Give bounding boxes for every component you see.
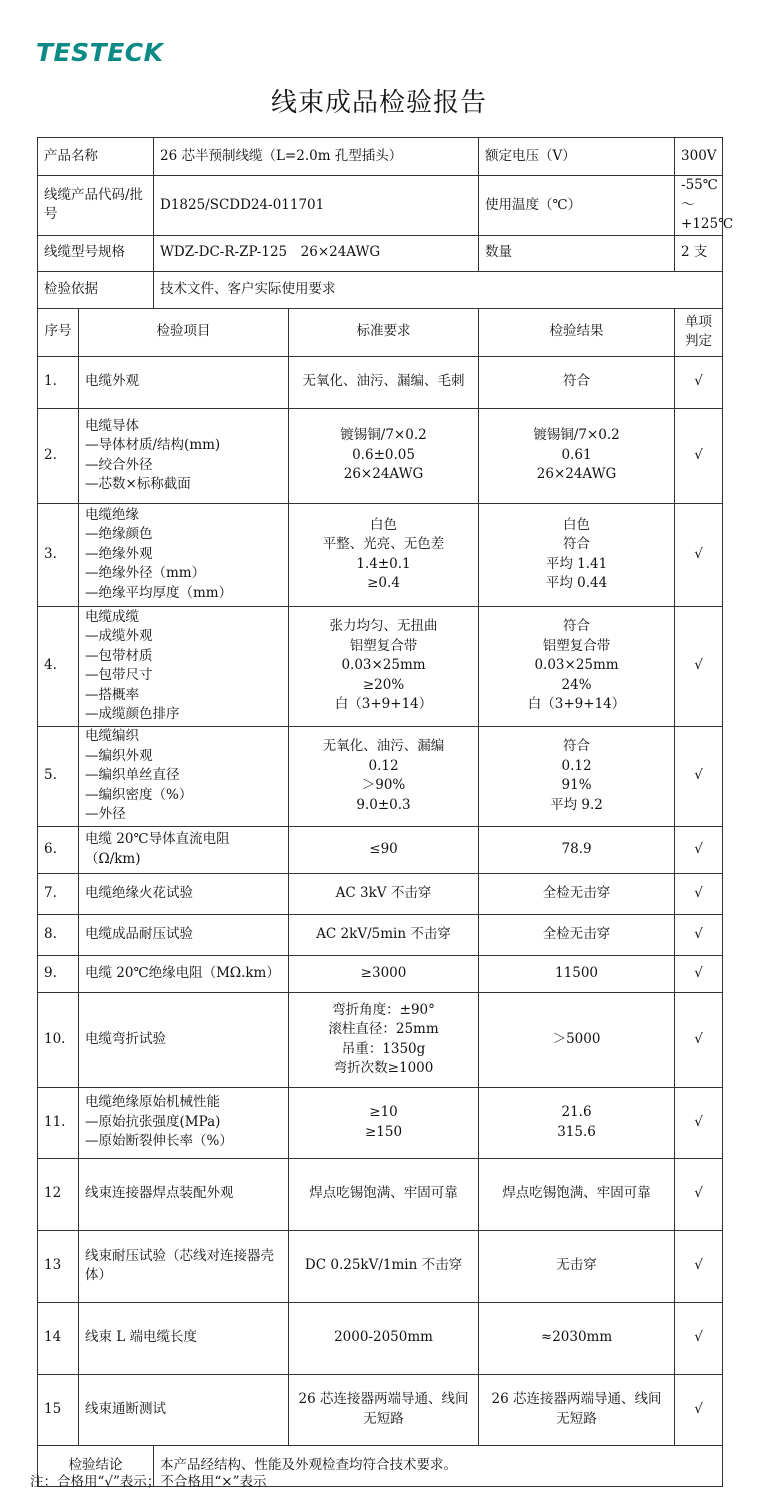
row-item <box>79 356 289 408</box>
col-standard-header: 标准要求 <box>289 308 479 356</box>
col-seq-header: 序号 <box>38 308 79 356</box>
table-row <box>38 1087 723 1158</box>
product-name-value: 26 芯半预制线缆（L=2.0m 孔型插头） <box>154 138 479 176</box>
row-item-line: 电缆编织 <box>85 728 139 745</box>
row-item <box>79 826 289 873</box>
row-result-line: 平均 0.44 <box>545 575 608 591</box>
row-judge: √ <box>675 1087 723 1158</box>
row-result-line: 符合 <box>563 738 591 754</box>
row-seq: 9. <box>38 955 79 992</box>
row-standard-line: ≥20% <box>362 676 405 693</box>
row-result <box>479 826 675 873</box>
row-standard-line: DC 0.25kV/1min 不击穿 <box>304 1257 463 1274</box>
table-row <box>38 992 723 1087</box>
row-item-line: 电缆成品耐压试验 <box>85 925 193 942</box>
column-header-row <box>38 308 723 356</box>
row-standard-line: 9.0±0.3 <box>356 796 411 813</box>
table-row <box>38 356 723 408</box>
row-result-line: 91% <box>561 777 592 793</box>
row-item <box>79 955 289 992</box>
row-item-line: 电缆绝缘原始机械性能 <box>85 1094 220 1111</box>
table-row <box>38 408 723 503</box>
row-item <box>79 408 289 503</box>
row-standard-line: 0.6±0.05 <box>352 446 415 463</box>
row-seq: 8. <box>38 914 79 955</box>
conclusion-label: 检验结论 <box>38 1445 154 1486</box>
row-item <box>79 503 289 606</box>
row-judge: √ <box>675 826 723 873</box>
row-result-line: 11500 <box>555 964 598 981</box>
header-row <box>38 271 723 308</box>
row-judge: √ <box>675 1374 723 1445</box>
table-row <box>38 914 723 955</box>
row-result-line: 全检无击穿 <box>542 884 611 901</box>
report-title: 线束成品检验报告 <box>270 88 487 118</box>
row-result-line: 21.6 <box>561 1104 592 1120</box>
row-result-line: 0.12 <box>561 757 592 774</box>
row-standard-line: 0.03×25mm <box>341 657 426 674</box>
row-standard-line: 滚柱直径：25mm <box>328 1021 439 1037</box>
row-standard <box>289 873 479 914</box>
row-item <box>79 914 289 955</box>
row-result-line: 符合 <box>563 536 591 552</box>
row-judge: √ <box>675 1158 723 1230</box>
basis-label: 检验依据 <box>38 271 154 308</box>
row-item <box>79 1158 289 1230</box>
row-item <box>79 726 289 826</box>
row-result-line: 平均 9.2 <box>550 796 603 813</box>
header-row <box>38 235 723 271</box>
row-seq: 6. <box>38 826 79 873</box>
table-row <box>38 503 723 606</box>
row-standard <box>289 992 479 1087</box>
row-item-line: —原始断裂伸长率（%） <box>85 1133 233 1150</box>
row-judge: √ <box>675 955 723 992</box>
row-item-line: —导体材质/结构(mm) <box>85 437 221 453</box>
row-item-line: —绝缘外径（mm） <box>85 565 206 582</box>
row-standard-line: 张力均匀、无扭曲 <box>329 618 438 635</box>
row-result <box>479 1158 675 1230</box>
row-standard-line: 吊重：1350g <box>341 1040 426 1057</box>
row-item-line: —编织外观 <box>85 747 153 764</box>
basis-value: 技术文件、客户实际使用要求 <box>154 271 723 308</box>
row-seq: 10. <box>38 992 79 1087</box>
footnote: 注：合格用“√”表示；不合格用“×”表示 <box>30 1474 267 1490</box>
row-seq: 3. <box>38 503 79 606</box>
row-result-line: 白色 <box>563 516 591 533</box>
row-seq: 13 <box>38 1230 79 1302</box>
row-standard-line: AC 3kV 不击穿 <box>335 884 432 901</box>
row-result <box>479 726 675 826</box>
row-result-line: 0.61 <box>561 446 592 463</box>
row-seq: 15 <box>38 1374 79 1445</box>
row-judge: √ <box>675 1302 723 1374</box>
row-result-line: 焊点吃锡饱满、牢固可靠 <box>502 1185 651 1202</box>
row-result <box>479 873 675 914</box>
row-item-line: 电缆 20℃导体直流电阻（Ω/km) <box>85 831 230 867</box>
row-item <box>79 1302 289 1374</box>
row-item-line: 电缆成缆 <box>85 608 139 625</box>
row-result-line: 铝塑复合带 <box>542 637 611 654</box>
row-item-line: —绞合外径 <box>85 456 153 473</box>
col-result-header: 检验结果 <box>479 308 675 356</box>
col-item-header: 检验项目 <box>79 308 289 356</box>
product-code-label: 线缆产品代码/批号 <box>38 176 154 236</box>
row-item-line: 线束耐压试验（芯线对连接器壳体） <box>85 1247 274 1283</box>
row-item <box>79 1230 289 1302</box>
row-result-line: 78.9 <box>561 840 592 857</box>
row-result <box>479 503 675 606</box>
row-standard-line: 无氧化、油污、漏编 <box>322 738 445 754</box>
row-item-line: 电缆导体 <box>85 417 139 434</box>
row-standard <box>289 408 479 503</box>
table-row <box>38 606 723 726</box>
row-standard-line: 白色 <box>370 516 398 533</box>
row-result <box>479 914 675 955</box>
row-item-line: —搭概率 <box>85 686 139 703</box>
row-judge: √ <box>675 873 723 914</box>
row-result-line: 全检无击穿 <box>542 925 611 942</box>
row-standard-line: 26 芯连接器两端导通、线间无短路 <box>298 1391 469 1427</box>
col-judge-header: 单项判定 <box>675 308 723 356</box>
row-result-line: 0.03×25mm <box>534 657 619 674</box>
row-item-line: 电缆弯折试验 <box>85 1030 166 1047</box>
row-seq: 7. <box>38 873 79 914</box>
row-result-line: 315.6 <box>557 1123 596 1140</box>
quantity-value: 2 支 <box>675 235 723 271</box>
row-standard-line: ≤90 <box>369 840 398 857</box>
temperature-value: -55℃～+125℃ <box>675 176 723 236</box>
row-result-line: 24% <box>561 676 592 693</box>
row-item-line: —编织密度（%） <box>85 786 193 803</box>
row-standard-line: 镀锡铜/7×0.2 <box>340 427 427 444</box>
row-seq: 12 <box>38 1158 79 1230</box>
rated-voltage-label: 额定电压（V） <box>479 138 675 176</box>
row-result <box>479 1087 675 1158</box>
row-item-line: —编织单丝直径 <box>85 767 180 784</box>
row-standard-line: AC 2kV/5min 不击穿 <box>316 925 451 942</box>
row-standard-line: ≥0.4 <box>367 575 400 591</box>
table-row <box>38 1374 723 1445</box>
row-seq: 2. <box>38 408 79 503</box>
row-standard <box>289 726 479 826</box>
row-item <box>79 992 289 1087</box>
row-standard <box>289 955 479 992</box>
row-result <box>479 356 675 408</box>
row-item-line: —包带尺寸 <box>85 667 153 683</box>
row-judge: √ <box>675 503 723 606</box>
row-item <box>79 1374 289 1445</box>
row-item-line: —绝缘外观 <box>85 545 153 562</box>
row-judge: √ <box>675 726 723 826</box>
row-standard-line: 平整、光亮、无色差 <box>322 536 445 552</box>
row-item-line: —外径 <box>85 806 126 823</box>
row-standard-line: ＞90% <box>361 777 406 793</box>
row-item-line: —原始抗张强度(MPa) <box>85 1113 221 1130</box>
row-result <box>479 992 675 1087</box>
row-standard <box>289 606 479 726</box>
model-label: 线缆型号规格 <box>38 235 154 271</box>
row-result-line: 符合 <box>563 618 591 635</box>
row-judge: √ <box>675 914 723 955</box>
row-standard-line: ≥150 <box>364 1123 403 1140</box>
row-standard-line: 0.12 <box>368 757 399 774</box>
row-judge: √ <box>675 356 723 408</box>
row-result-line: ＞5000 <box>552 1030 601 1047</box>
row-result <box>479 1302 675 1374</box>
conclusion-value: 本产品经结构、性能及外观检查均符合技术要求。 <box>154 1445 723 1486</box>
row-standard <box>289 914 479 955</box>
row-seq: 1. <box>38 356 79 408</box>
row-standard-line: 焊点吃锡饱满、牢固可靠 <box>309 1185 458 1202</box>
row-item-line: —绝缘颜色 <box>85 526 153 543</box>
row-item-line: 电缆绝缘 <box>85 506 139 523</box>
row-result <box>479 1230 675 1302</box>
row-standard <box>289 1087 479 1158</box>
row-item-line: 电缆外观 <box>85 373 139 390</box>
row-item-line: 电缆 20℃绝缘电阻（MΩ.km） <box>85 964 280 981</box>
row-standard <box>289 503 479 606</box>
table-row <box>38 1230 723 1302</box>
row-item-line: —绝缘平均厚度（mm） <box>85 584 233 601</box>
row-result <box>479 955 675 992</box>
company-logo: TESTECK <box>36 38 164 67</box>
table-row <box>38 726 723 826</box>
inspection-table <box>37 137 734 1487</box>
row-result-line: 平均 1.41 <box>545 555 608 572</box>
row-standard <box>289 1374 479 1445</box>
row-standard-line: 1.4±0.1 <box>356 555 411 572</box>
row-judge: √ <box>675 1230 723 1302</box>
row-item-line: 线束通断测试 <box>85 1400 166 1417</box>
row-seq: 11. <box>38 1087 79 1158</box>
row-standard-line: 2000-2050mm <box>334 1329 433 1346</box>
table-row <box>38 1302 723 1374</box>
row-seq: 4. <box>38 606 79 726</box>
row-standard <box>289 356 479 408</box>
header-row <box>38 138 723 176</box>
row-result-line: ≈2030mm <box>540 1329 613 1346</box>
row-item <box>79 873 289 914</box>
row-result <box>479 606 675 726</box>
row-item-line: 电缆绝缘火花试验 <box>85 884 193 901</box>
product-name-label: 产品名称 <box>38 138 154 176</box>
header-row <box>38 176 723 236</box>
row-item <box>79 606 289 726</box>
temperature-label: 使用温度（℃） <box>479 176 675 236</box>
product-code-value: D1825/SCDD24-011701 <box>154 176 479 236</box>
row-result-line: 符合 <box>563 373 591 390</box>
row-result <box>479 1374 675 1445</box>
row-item-line: 线束连接器焊点装配外观 <box>85 1185 234 1202</box>
row-standard-line: 26×24AWG <box>343 466 424 483</box>
row-standard-line: ≥3000 <box>360 964 407 981</box>
row-standard-line: 无氧化、油污、漏编、毛刺 <box>302 373 465 390</box>
row-result-line: 无击穿 <box>556 1257 597 1274</box>
row-item-line: —芯数×标称截面 <box>85 476 191 492</box>
model-value: WDZ-DC-R-ZP-125 26×24AWG <box>154 235 479 271</box>
row-item <box>79 1087 289 1158</box>
row-result-line: 26×24AWG <box>536 466 617 483</box>
row-standard-line: 白（3+9+14） <box>334 696 433 713</box>
row-standard <box>289 1230 479 1302</box>
table-row <box>38 1158 723 1230</box>
row-result <box>479 408 675 503</box>
row-seq: 14 <box>38 1302 79 1374</box>
row-standard-line: ≥10 <box>369 1104 398 1120</box>
row-standard <box>289 826 479 873</box>
row-result-line: 镀锡铜/7×0.2 <box>533 427 620 444</box>
row-result-line: 白（3+9+14） <box>527 696 626 713</box>
row-standard-line: 弯折次数≥1000 <box>333 1060 434 1076</box>
table-row <box>38 955 723 992</box>
row-judge: √ <box>675 992 723 1087</box>
quantity-label: 数量 <box>479 235 675 271</box>
row-standard <box>289 1158 479 1230</box>
row-item-line: 线束 L 端电缆长度 <box>85 1329 198 1346</box>
row-judge: √ <box>675 408 723 503</box>
rated-voltage-value: 300V <box>675 138 723 176</box>
row-standard-line: 弯折角度：±90° <box>332 1001 435 1018</box>
table-row <box>38 826 723 873</box>
row-item-line: —成缆颜色排序 <box>85 706 180 722</box>
row-standard-line: 铝塑复合带 <box>349 637 418 654</box>
row-item-line: —包带材质 <box>85 647 153 664</box>
row-judge: √ <box>675 606 723 726</box>
row-item-line: —成缆外观 <box>85 628 153 644</box>
table-row <box>38 873 723 914</box>
row-standard <box>289 1302 479 1374</box>
row-result-line: 26 芯连接器两端导通、线间无短路 <box>491 1391 662 1427</box>
row-seq: 5. <box>38 726 79 826</box>
